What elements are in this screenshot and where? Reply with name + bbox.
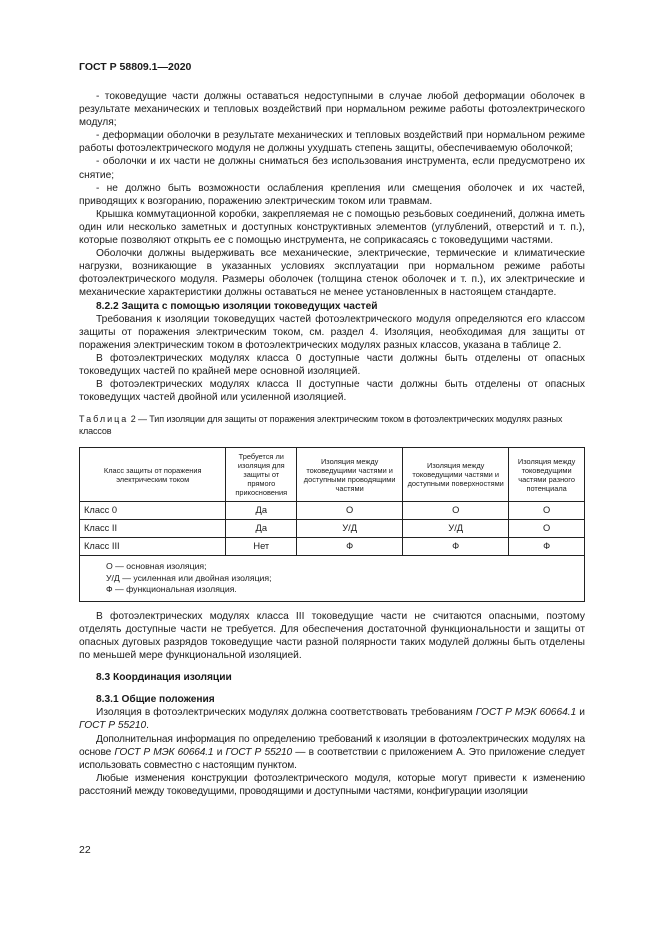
section-heading-8-2-2: 8.2.2 Защита с помощью изоляции токоведущих частей xyxy=(96,300,378,312)
table-header-cell: Изоляция между токоведущими частями и доступными проводящими частями xyxy=(297,448,403,502)
paragraph-text: Изоляция в фотоэлектрических модулях должна соответствовать требованиям xyxy=(96,707,473,719)
table-note: О — основная изоляция; xyxy=(106,561,207,572)
paragraph: В фотоэлектрических модулях класса II доступные части должны быть отделены от опасных токоведущих частей двойной или усиленной изоляцией. xyxy=(79,379,585,404)
paragraph: - токоведущие части должны оставаться недоступными в случае любой деформации оболочек в результате механических и тепловых воздействий при нормальном режиме работы фотоэлектрического модуля; xyxy=(79,91,585,129)
table-notes-row xyxy=(80,556,585,602)
table-cell: Да xyxy=(226,502,297,520)
table-caption-label: Таблица xyxy=(79,414,129,425)
table-cell: Ф xyxy=(403,538,509,556)
paragraph: Крышка коммутационной коробки, закрепляемая не с помощью резьбовых соединений, должна иметь один или несколько заметных и доступных конструктивных элементов (углублений, отверстий и т. п.), которые позволяют открыть ее с помощью инструмента, не соприкасаясь с токоведущими частями. xyxy=(79,208,585,247)
document-header: ГОСТ Р 58809.1—2020 xyxy=(79,61,192,73)
paragraph: Оболочки должны выдерживать все механические, электрические, термические и климатические нагрузки, возникающие в указанных условиях эксплуатации при нормальном режиме работы фотоэлектрического модуля. Размеры оболочек (толщина стенок оболочек и т. п.), их электрические и механические характеристики должны оставаться не менее установленных в настоящем стандарте. xyxy=(79,248,585,299)
table-row xyxy=(80,502,585,520)
paragraph xyxy=(79,706,585,732)
table-cell: О xyxy=(509,520,585,538)
section-heading-8-3: 8.3 Координация изоляции xyxy=(96,672,232,684)
page-body xyxy=(79,90,585,798)
paragraph: - деформации оболочки в результате механических и тепловых воздействий при нормальном режиме работы фотоэлектрического модуля не должны ухудшать степень защиты, обеспечиваемую оболочкой; xyxy=(79,130,585,155)
paragraph: Любые изменения конструкции фотоэлектрического модуля, которые могут привести к изменению расстояний между токоведущими, проводящими и доступными частями, конфигурации изоляции xyxy=(79,772,585,797)
standard-reference: ГОСТ Р МЭК 60664.1 xyxy=(114,746,214,758)
table-cell: У/Д xyxy=(297,520,403,538)
table-row xyxy=(80,538,585,556)
page-number: 22 xyxy=(79,844,91,856)
table-note: Ф — функциональная изоляция. xyxy=(106,584,237,595)
table-cell: Класс III xyxy=(80,538,226,556)
paragraph: В фотоэлектрических модулях класса III токоведущие части не считаются опасными, поэтому отделять доступные части не требуется. Для обеспечения достаточной функциональности и защиты от опасных дуговых разрядов токоведущие части разной полярности таких модулей должны быть отделены по меньшей мере функциональной изоляцией. xyxy=(79,610,585,662)
table-cell: У/Д xyxy=(403,520,509,538)
table-header-cell: Изоляция между токоведущими частями и доступными поверхностями xyxy=(403,448,509,502)
insulation-table xyxy=(79,447,585,602)
post-table-section xyxy=(79,610,585,798)
paragraph-text: и xyxy=(213,746,226,758)
table-cell: Нет xyxy=(226,538,297,556)
section-heading-8-3-1: 8.3.1 Общие положения xyxy=(96,694,215,706)
table-header-row xyxy=(80,448,585,502)
paragraph: В фотоэлектрических модулях класса 0 доступные части должны быть отделены от опасных токоведущих частей по крайней мере основной изоляцией. xyxy=(79,352,585,377)
table-row xyxy=(80,520,585,538)
paragraph: - не должно быть возможности ослабления крепления или смещения оболочек и их частей, приводящих к возгоранию, поражению электрическим током или травмам. xyxy=(79,182,585,207)
paragraph: - оболочки и их части не должны сниматься без использования инструмента, если предусмотрено их снятие; xyxy=(79,156,585,181)
table-notes xyxy=(80,556,585,602)
paragraph-text: Дополнительная информация по определению требований к изоляции в фотоэлектрических модулях на основе xyxy=(79,733,585,758)
table-cell: Класс 0 xyxy=(80,502,226,520)
table-header-cell: Требуется ли изоляция для защиты от прямого прикосновения xyxy=(226,448,297,502)
paragraph: Требования к изоляции токоведущих частей фотоэлектрического модуля определяются его классом защиты от поражения электрическим током, см. раздел 4. Изоляция, необходимая для защиты от поражения электрическим током в фотоэлектрических модулях разных классов, указана в таблице 2. xyxy=(79,313,585,351)
table-cell: О xyxy=(509,502,585,520)
table-header-cell: Изоляция между токоведущими частями разного потенциала xyxy=(509,448,585,502)
paragraph-text: — в соответствии с приложением А. Это приложение следует использовать совместно с настоящим пунктом. xyxy=(79,746,586,771)
table-cell: Ф xyxy=(297,538,403,556)
table-caption-text: 2 — Тип изоляции для защиты от поражения электрическим током в фотоэлектрических модулях разных классов xyxy=(79,414,563,436)
table-cell: Класс II xyxy=(80,520,226,538)
table-header-cell: Класс защиты от поражения электрическим током xyxy=(80,448,226,502)
paragraph-text: и xyxy=(576,707,585,719)
table-cell: Ф xyxy=(509,538,585,556)
standard-reference: ГОСТ Р 55210 xyxy=(225,746,293,758)
table-note: У/Д — усиленная или двойная изоляция; xyxy=(106,572,272,583)
table-cell: О xyxy=(403,502,509,520)
standard-reference: ГОСТ Р 55210 xyxy=(79,720,147,732)
paragraph xyxy=(79,733,585,772)
table-cell: О xyxy=(297,502,403,520)
table-cell: Да xyxy=(226,520,297,538)
paragraph-text: . xyxy=(146,720,149,732)
standard-reference: ГОСТ Р МЭК 60664.1 xyxy=(475,707,577,719)
table-caption xyxy=(79,414,585,437)
